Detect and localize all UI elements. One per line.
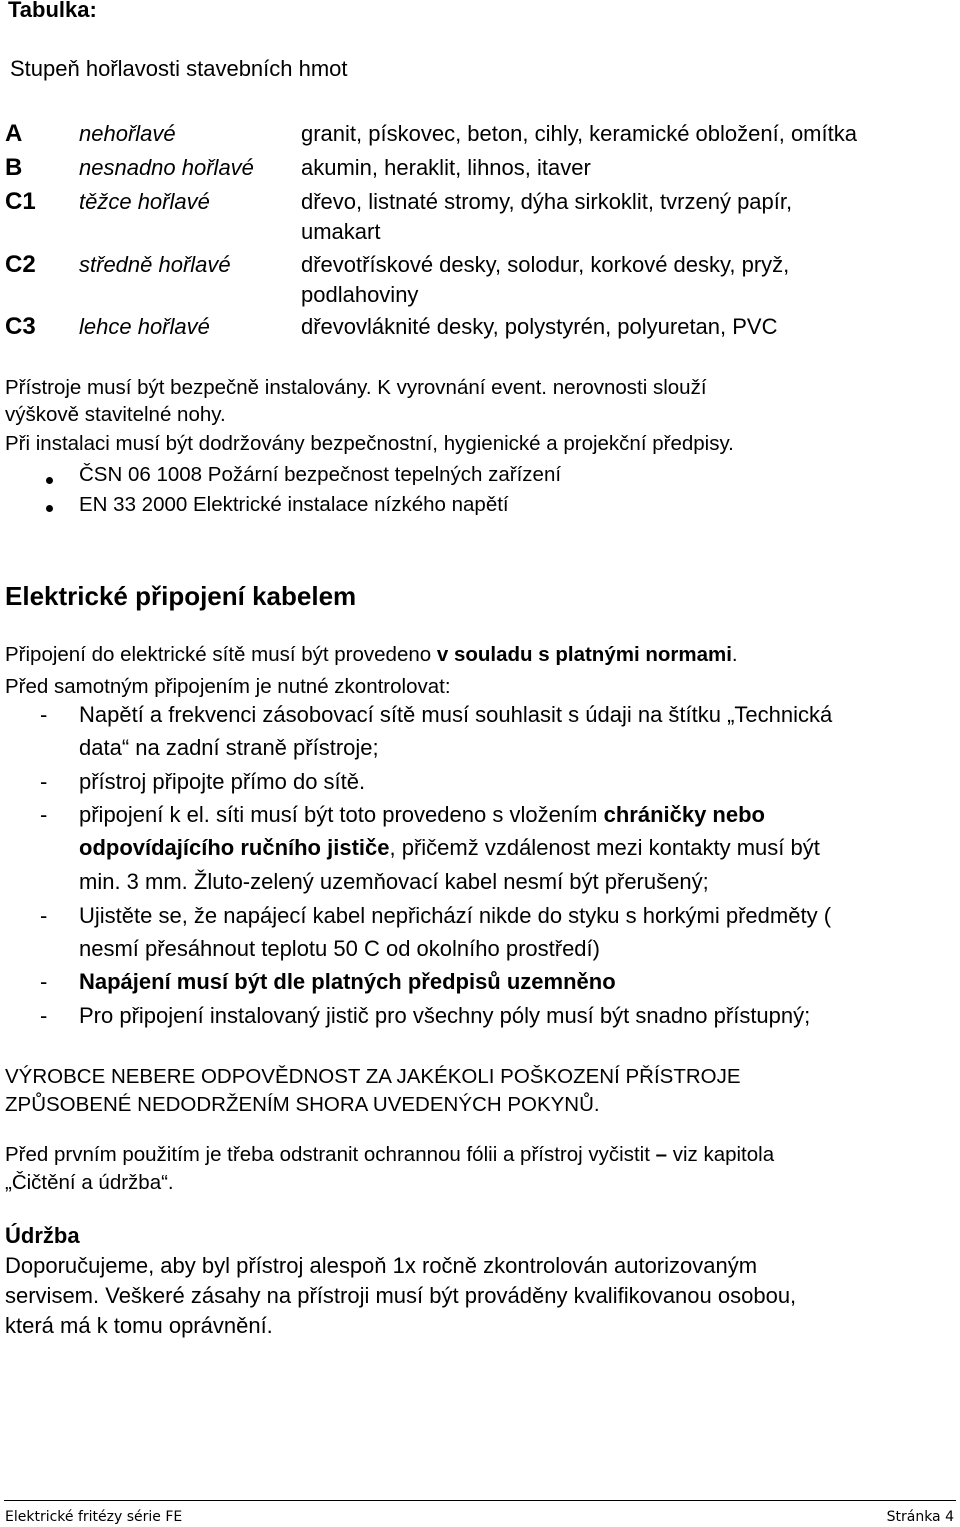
maintenance-text: která má k tomu oprávnění.: [5, 1313, 273, 1338]
flammability-class: lehce hořlavé: [79, 314, 210, 339]
dash-marker: -: [40, 769, 48, 794]
footer-divider: [4, 1500, 956, 1501]
dash-marker: -: [40, 802, 48, 827]
list-item-text: Napětí a frekvenci zásobovací sítě musí souhlasit s údaji na štítku „Technická: [79, 702, 833, 727]
dash-marker: -: [40, 903, 48, 928]
paragraph: Před samotným připojením je nutné zkontrolovat:: [5, 675, 451, 698]
flammability-code: B: [5, 154, 23, 181]
flammability-code: C2: [5, 251, 36, 278]
text-run: Před prvním použitím je třeba odstranit ochrannou fólii a přístroj vyčistit: [5, 1143, 656, 1166]
flammability-examples: dřevotřískové desky, solodur, korkové desky, pryž,: [301, 252, 790, 277]
warning-text: VÝROBCE NEBERE ODPOVĚDNOST ZA JAKÉKOLI POŠKOZENÍ PŘÍSTROJE: [5, 1065, 741, 1088]
section-heading: Elektrické připojení kabelem: [5, 581, 357, 611]
flammability-code: C1: [5, 188, 36, 215]
first-use-text: „Čičtění a údržba“.: [5, 1171, 174, 1194]
bullet-icon: [46, 505, 53, 512]
flammability-examples: granit, pískovec, beton, cihly, keramické obložení, omítka: [301, 121, 857, 146]
standards-item: ČSN 06 1008 Požární bezpečnost tepelných zařízení: [79, 463, 562, 486]
text-run: viz kapitola: [667, 1143, 775, 1166]
flammability-examples: dřevovláknité desky, polystyrén, polyuretan, PVC: [301, 314, 778, 339]
list-item-text: Napájení musí být dle platných předpisů uzemněno: [79, 969, 616, 994]
install-text-line: Při instalaci musí být dodržovány bezpečnostní, hygienické a projekční předpisy.: [5, 432, 734, 455]
paragraph: [5, 642, 738, 668]
flammability-examples: dřevo, listnaté stromy, dýha sirkoklit, tvrzený papír,: [301, 189, 793, 214]
dash-marker: -: [40, 969, 48, 994]
text-run: .: [731, 643, 738, 666]
install-text-line: výškově stavitelné nohy.: [5, 403, 226, 426]
text-run-bold: v souladu s platnými normami: [436, 643, 732, 666]
flammability-examples: akumin, heraklit, lihnos, itaver: [301, 155, 591, 180]
maintenance-text: servisem. Veškeré zásahy na přístroji musí být prováděny kvalifikovanou osobou,: [5, 1283, 797, 1308]
list-item-text: [79, 831, 820, 864]
footer-page-number: Stránka 4: [886, 1509, 954, 1525]
text-run-bold: chráničky nebo: [603, 802, 765, 827]
maintenance-text: Doporučujeme, aby byl přístroj alespoň 1x ročně zkontrolován autorizovaným: [5, 1253, 758, 1278]
flammability-class: nehořlavé: [79, 121, 176, 146]
list-item-text: min. 3 mm. Žluto-zelený uzemňovací kabel nesmí být přerušený;: [79, 869, 709, 894]
install-text-line: Přístroje musí být bezpečně instalovány. K vyrovnání event. nerovnosti slouží: [5, 376, 707, 399]
text-run: Připojení do elektrické sítě musí být provedeno: [5, 643, 437, 666]
list-item-text: [79, 798, 765, 831]
list-item-text: nesmí přesáhnout teplotu 50 C od okolního prostředí): [79, 936, 600, 961]
flammability-class: středně hořlavé: [79, 252, 231, 277]
bullet-icon: [46, 477, 53, 484]
flammability-examples-continued: podlahoviny: [301, 282, 419, 307]
list-item-text: data“ na zadní straně přístroje;: [79, 735, 379, 760]
first-use-text: [5, 1142, 774, 1168]
dash-marker: -: [40, 702, 48, 727]
flammability-code: A: [5, 120, 23, 147]
maintenance-heading: Údržba: [5, 1223, 80, 1248]
warning-text: ZPŮSOBENÉ NEDODRŽENÍM SHORA UVEDENÝCH POKYNŮ.: [5, 1093, 600, 1116]
standards-item: EN 33 2000 Elektrické instalace nízkého napětí: [79, 493, 509, 516]
flammability-code: C3: [5, 313, 36, 340]
flammability-examples-continued: umakart: [301, 219, 381, 244]
list-item-text: Ujistěte se, že napájecí kabel nepřichází nikde do styku s horkými předměty (: [79, 903, 832, 928]
dash-marker: -: [40, 1003, 48, 1028]
flammability-class: těžce hořlavé: [79, 189, 210, 214]
flammability-class: nesnadno hořlavé: [79, 155, 254, 180]
text-run: , přičemž vzdálenost mezi kontakty musí být: [389, 835, 820, 860]
table-title: Stupeň hořlavosti stavebních hmot: [10, 56, 348, 81]
text-run: připojení k el. síti musí být toto provedeno s vložením: [79, 802, 604, 827]
text-run-bold: –: [655, 1143, 667, 1166]
text-run-bold: odpovídajícího ručního jističe: [79, 835, 390, 860]
table-heading: Tabulka:: [8, 0, 97, 22]
footer-document-title: Elektrické fritézy série FE: [5, 1509, 183, 1525]
list-item-text: přístroj připojte přímo do sítě.: [79, 769, 366, 794]
list-item-text: Pro připojení instalovaný jistič pro všechny póly musí být snadno přístupný;: [79, 1003, 811, 1028]
